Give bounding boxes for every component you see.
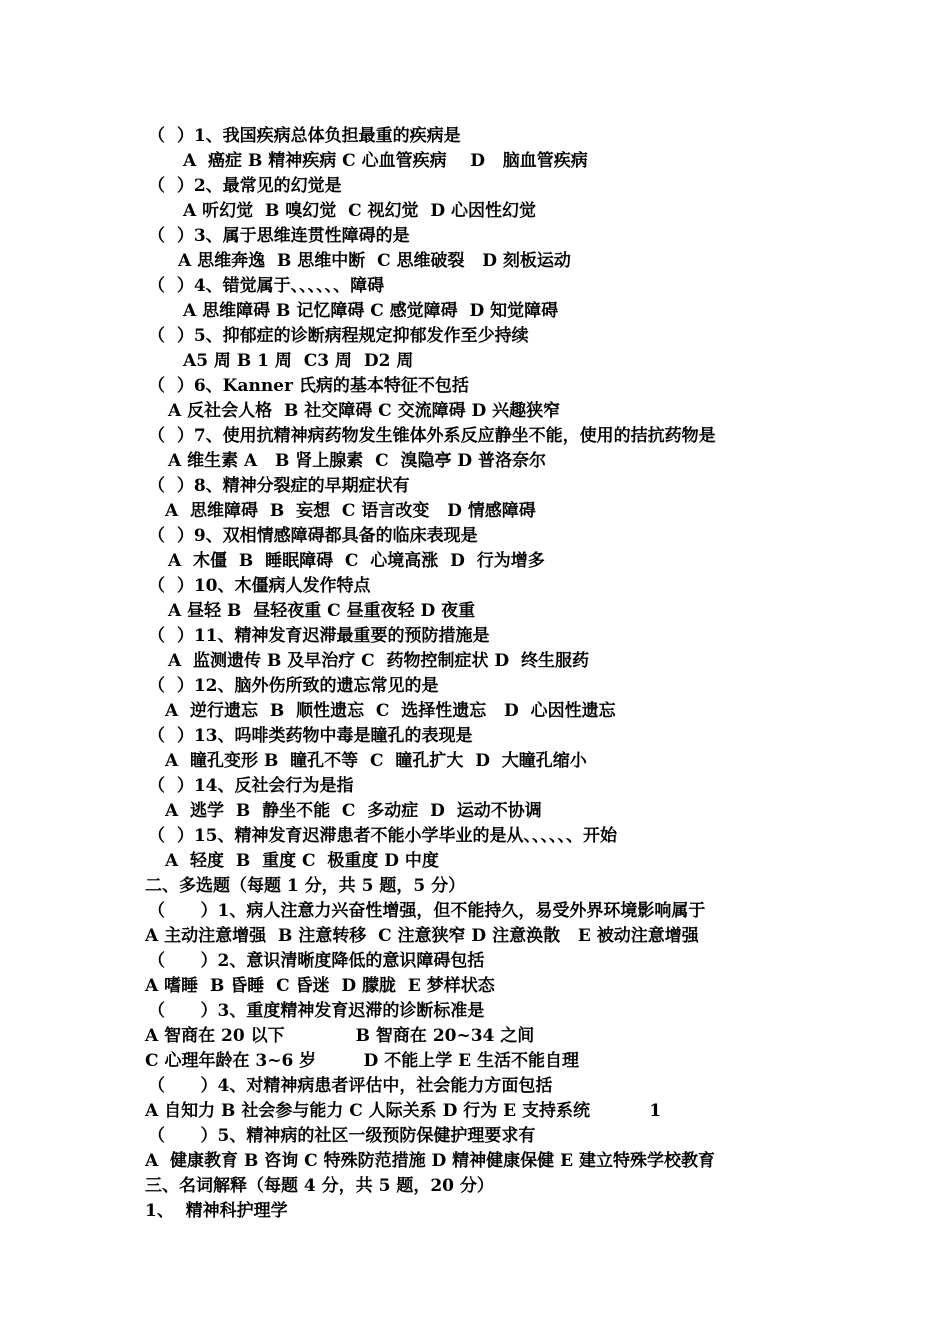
section-heading: 三、名词解释（每题 4 分，共 5 题，20 分） <box>145 1176 494 1196</box>
text-line: A 逆行遗忘 B 顺性遗忘 C 选择性遗忘 D 心因性遗忘 <box>165 701 616 721</box>
section-heading: 二、多选题（每题 1 分，共 5 题，5 分） <box>145 876 466 896</box>
text-line: （ ）10、木僵病人发作特点 <box>148 576 371 596</box>
text-line: （ ）8、精神分裂症的早期症状有 <box>148 476 410 496</box>
text-line: A 嗜睡 B 昏睡 C 昏迷 D 朦胧 E 梦样状态 <box>145 976 495 996</box>
text-line: （ ）9、双相情感障碍都具备的临床表现是 <box>148 526 478 546</box>
text-line: （ ）15、精神发育迟滞患者不能小学毕业的是从、、、、、、开始 <box>148 826 617 846</box>
text-line: （ ）12、脑外伤所致的遗忘常见的是 <box>148 676 439 696</box>
text-line: （ ）4、错觉属于、、、、、、障碍 <box>148 276 385 296</box>
text-line: A 自知力 B 社会参与能力 C 人际关系 D 行为 E 支持系统 1 <box>145 1101 662 1121</box>
text-line: （ ）3、重度精神发育迟滞的诊断标准是 <box>148 1001 485 1021</box>
text-line: A 监测遗传 B 及早治疗 C 药物控制症状 D 终生服药 <box>168 651 590 671</box>
text-line: （ ）11、精神发育迟滞最重要的预防措施是 <box>148 626 490 646</box>
text-line: A 木僵 B 睡眠障碍 C 心境高涨 D 行为增多 <box>168 551 545 571</box>
text-line: （ ）4、对精神病患者评估中，社会能力方面包括 <box>148 1076 553 1096</box>
text-line: （ ）7、使用抗精神病药物发生锥体外系反应静坐不能，使用的拮抗药物是 <box>148 426 716 446</box>
text-line: C 心理年龄在 3~6 岁 D 不能上学 E 生活不能自理 <box>145 1051 579 1071</box>
text-line: A 主动注意增强 B 注意转移 C 注意狭窄 D 注意涣散 E 被动注意增强 <box>145 926 699 946</box>
text-line: （ ）5、抑郁症的诊断病程规定抑郁发作至少持续 <box>148 326 529 346</box>
text-line: （ ）1、病人注意力兴奋性增强，但不能持久，易受外界环境影响属于 <box>148 901 706 921</box>
text-line: （ ）1、我国疾病总体负担最重的疾病是 <box>148 126 461 146</box>
text-line: （ ）6、Kanner 氏病的基本特征不包括 <box>148 376 469 396</box>
text-line: （ ）14、反社会行为是指 <box>148 776 354 796</box>
text-line: A5 周 B 1 周 C3 周 D2 周 <box>183 351 414 371</box>
text-line: A 思维奔逸 B 思维中断 C 思维破裂 D 刻板运动 <box>178 251 571 271</box>
text-line: A 逃学 B 静坐不能 C 多动症 D 运动不协调 <box>165 801 542 821</box>
text-line: A 思维障碍 B 妄想 C 语言改变 D 情感障碍 <box>165 501 536 521</box>
text-line: A 癌症 B 精神疾病 C 心血管疾病 D 脑血管疾病 <box>183 151 588 171</box>
text-line: A 健康教育 B 咨询 C 特殊防范措施 D 精神健康保健 E 建立特殊学校教育 <box>145 1151 715 1171</box>
text-line: A 智商在 20 以下 B 智商在 20~34 之间 <box>145 1026 535 1046</box>
text-line: （ ）2、最常见的幻觉是 <box>148 176 342 196</box>
text-line: A 维生素 A B 肾上腺素 C 溴隐亭 D 普洛奈尔 <box>168 451 547 471</box>
text-line: （ ）5、精神病的社区一级预防保健护理要求有 <box>148 1126 536 1146</box>
text-line: A 听幻觉 B 嗅幻觉 C 视幻觉 D 心因性幻觉 <box>183 201 537 221</box>
text-line: （ ）13、吗啡类药物中毒是瞳孔的表现是 <box>148 726 473 746</box>
text-line: （ ）3、属于思维连贯性障碍的是 <box>148 226 410 246</box>
text-line: A 反社会人格 B 社交障碍 C 交流障碍 D 兴趣狭窄 <box>168 401 561 421</box>
text-line: （ ）2、意识清晰度降低的意识障碍包括 <box>148 951 485 971</box>
text-line: A 瞳孔变形 B 瞳孔不等 C 瞳孔扩大 D 大瞳孔缩小 <box>165 751 587 771</box>
text-line: A 思维障碍 B 记忆障碍 C 感觉障碍 D 知觉障碍 <box>183 301 559 321</box>
text-line: 1、 精神科护理学 <box>145 1201 288 1221</box>
text-line: A 昼轻 B 昼轻夜重 C 昼重夜轻 D 夜重 <box>168 601 476 621</box>
text-line: A 轻度 B 重度 C 极重度 D 中度 <box>165 851 439 871</box>
